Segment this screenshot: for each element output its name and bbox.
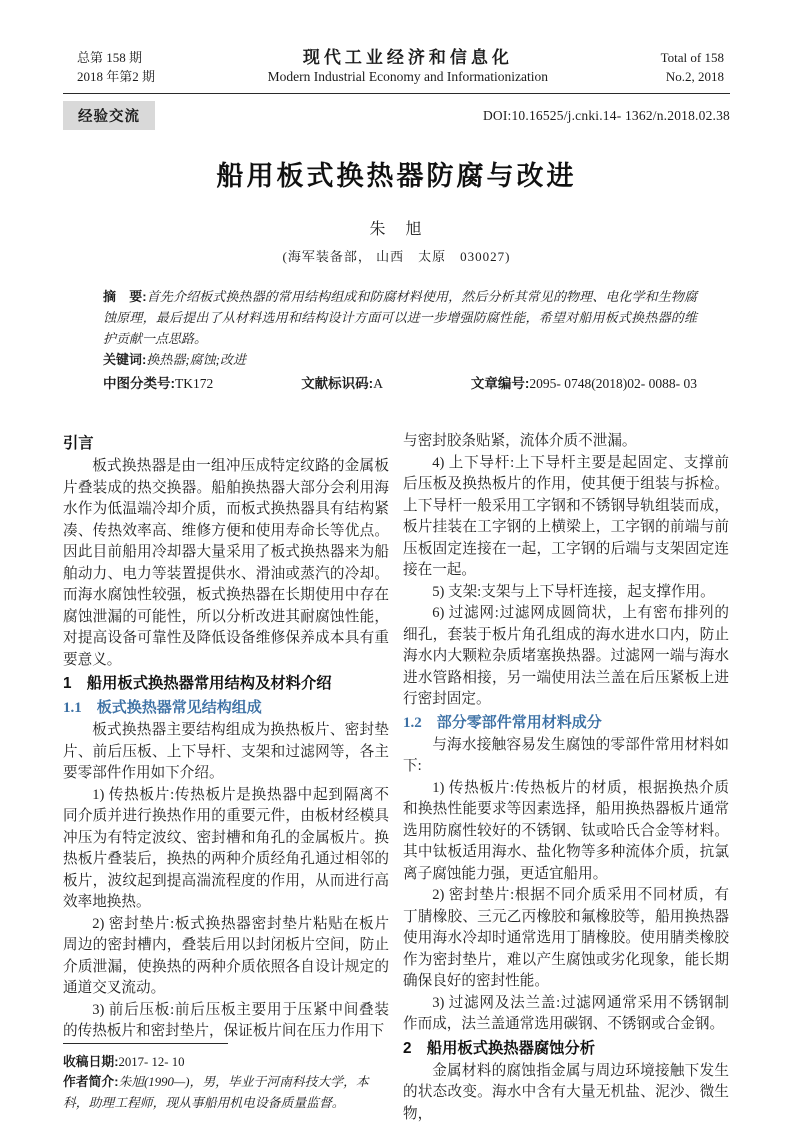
journal-name-block	[155, 48, 661, 86]
right-column	[403, 431, 729, 1121]
article-id-label: 文章编号:	[470, 376, 530, 391]
intro-heading: 引言	[63, 435, 94, 452]
section-1-1-heading: 1.1 板式换热器常见结构组成	[63, 700, 262, 716]
doc-code-item	[301, 373, 383, 394]
doc-code-value: A	[373, 376, 383, 391]
journal-issue-en	[661, 48, 724, 86]
paragraph: 1) 传热板片:传热板片是换热器中起到隔离不同介质并进行换热作用的重要元件，由板材经模具冲压为有特定波纹、密封槽和角孔的金属板片。换热板片叠装后，换热的两种介质经角孔通过相邻的板片，波纹起到提高湍流程度的作用，从而进行高效率地换热。	[63, 786, 389, 910]
badge-doi-row	[63, 101, 730, 130]
abstract-label: 摘 要:	[103, 289, 147, 304]
footnote-block	[63, 1043, 389, 1122]
paragraph: 2) 密封垫片:根据不同介质采用不同材质，有丁腈橡胶、三元乙丙橡胶和氟橡胶等，船用换热器使用海水冷却时通常选用丁腈橡胶。使用腈类橡胶作为密封垫片，难以产生腐蚀或劣化现象，能长期确保良好的密封性能。	[403, 887, 729, 989]
author-bio-text: 朱旭(1990—)，男，毕业于河南科技大学，本科，助理工程师，现从事船用机电设备质量监督。	[63, 1075, 369, 1110]
journal-name-en: Modern Industrial Economy and Informationization	[267, 69, 549, 84]
paragraph: 3) 前后压板:前后压板主要用于压紧中间叠装的传热板片和密封垫片，保证板片间在压力作用下	[63, 1001, 389, 1039]
author-affiliation: (海军装备部， 山西 太原 030027)	[282, 249, 511, 264]
author-name: 朱 旭	[369, 221, 424, 238]
paragraph: 6) 过滤网:过滤网成圆筒状，上有密布排列的细孔，套装于板片角孔组成的海水进水口内，防止海水内大颗粒杂质堵塞换热器。过滤网一端与海水进水管路相接，另一端使用法兰盖在后压紧板上进行密封固定。	[403, 605, 729, 707]
keywords-line	[103, 349, 697, 370]
received-date-line	[63, 1052, 389, 1073]
column-badge: 经验交流	[63, 101, 155, 130]
classification-row	[103, 373, 697, 394]
footnote-divider	[63, 1043, 228, 1044]
keywords-text: 换热器;腐蚀;改进	[146, 352, 247, 367]
article-id-item	[471, 373, 697, 394]
issue-total-en: Total of 158	[660, 50, 724, 65]
paragraph: 金属材料的腐蚀指金属与周边环境接触下发生的状态改变。海水中含有大量无机盐、泥沙、微生物，	[403, 1062, 729, 1122]
body-columns	[63, 431, 730, 1121]
paragraph: 1) 传热板片:传热板片的材质，根据换热介质和换热性能要求等因素选择，船用换热器板片通常选用防腐性较好的不锈钢、钛或哈氏合金等材料。其中钛板适用海水、盐化物等多种流体介质，抗氯离子腐蚀能力强，更适宜船用。	[403, 779, 729, 882]
intro-paragraph: 板式换热器是由一组冲压成特定纹路的金属板片叠装成的热交换器。船舶换热器大部分会利用海水作为低温端冷却介质，而板式换热器具有结构紧凑、传热效率高、维修方便和使用寿命长等优点。因此目前船用冷却器大量采用了板式换热器来为船舶动力、电力等装置提供水、滑油或蒸汽的冷却。而海水腐蚀性较强，板式换热器在长期使用中存在腐蚀泄漏的可能性，所以分析改进其耐腐蚀性能，对提高设备可靠性及降低设备维修保养成本具有重要意义。	[63, 458, 389, 668]
journal-name-cn: 现代工业经济和信息化	[302, 48, 513, 67]
paragraph: 与海水接触容易发生腐蚀的零部件常用材料如下:	[403, 736, 729, 774]
author-bio-line	[63, 1072, 389, 1113]
doc-code-label: 文献标识码:	[301, 376, 374, 391]
continuation-paragraph: 与密封胶条贴紧，流体介质不泄漏。	[403, 433, 637, 449]
journal-issue-cn	[77, 48, 155, 86]
article-title: 船用板式换热器防腐与改进	[216, 161, 577, 191]
left-column	[63, 431, 389, 1121]
issue-number-en: No.2, 2018	[665, 69, 724, 84]
paragraph: 4) 上下导杆:上下导杆主要是起固定、支撑前后压板及换热板片的作用，使其便于组装与拆检。上下导杆一般采用工字钢和不锈钢导轨组装而成，板片挂装在工字钢的上横梁上，工字钢的前端与前压板固定连接在一起，工字钢的后端与支架固定连接在一起。	[403, 454, 729, 578]
paragraph: 3) 过滤网及法兰盖:过滤网通常采用不锈钢制作而成，法兰盖通常选用碳钢、不锈钢或合金钢。	[403, 994, 729, 1032]
received-date-value: 2017- 12- 10	[118, 1054, 185, 1069]
clc-item	[103, 373, 213, 394]
author-bio-label: 作者简介:	[63, 1074, 119, 1089]
section-1-heading: 1 船用板式换热器常用结构及材料介绍	[63, 675, 332, 692]
paragraph: 2) 密封垫片:板式换热器密封垫片粘贴在板片周边的密封槽内，叠装后用以封闭板片空间，防止介质泄漏，使换热的两种介质依照各自设计规定的通道交叉流动。	[63, 915, 389, 996]
journal-header	[63, 48, 730, 94]
paragraph: 5) 支架:支架与上下导杆连接，起支撑作用。	[432, 583, 715, 600]
issue-number-cn: 2018 年第2 期	[77, 69, 156, 84]
article-id-value: 2095- 0748(2018)02- 0088- 03	[529, 376, 697, 391]
section-1-2-heading: 1.2 部分零部件常用材料成分	[403, 714, 602, 731]
keywords-label: 关键词:	[103, 352, 147, 367]
clc-value: TK172	[175, 376, 214, 391]
received-date-label: 收稿日期:	[63, 1053, 119, 1069]
abstract-block	[103, 286, 697, 394]
issue-total-cn: 总第 158 期	[77, 50, 143, 65]
abstract-text: 首先介绍板式换热器的常用结构组成和防腐材料使用，然后分析其常见的物理、电化学和生物腐蚀原理，最后提出了从材料选用和结构设计方面可以进一步增强防腐性能，希望对船用板式换热器的维护贡献一点思路。	[103, 289, 697, 346]
paragraph: 板式换热器主要结构组成为换热板片、密封垫片、前后压板、上下导杆、支架和过滤网等，各主要零部件作用如下介绍。	[63, 722, 389, 781]
section-2-heading: 2 船用板式换热器腐蚀分析	[403, 1039, 596, 1057]
abstract-paragraph	[103, 286, 697, 349]
doi-text: DOI:10.16525/j.cnki.14- 1362/n.2018.02.38	[482, 107, 730, 123]
clc-label: 中图分类号:	[103, 376, 175, 391]
